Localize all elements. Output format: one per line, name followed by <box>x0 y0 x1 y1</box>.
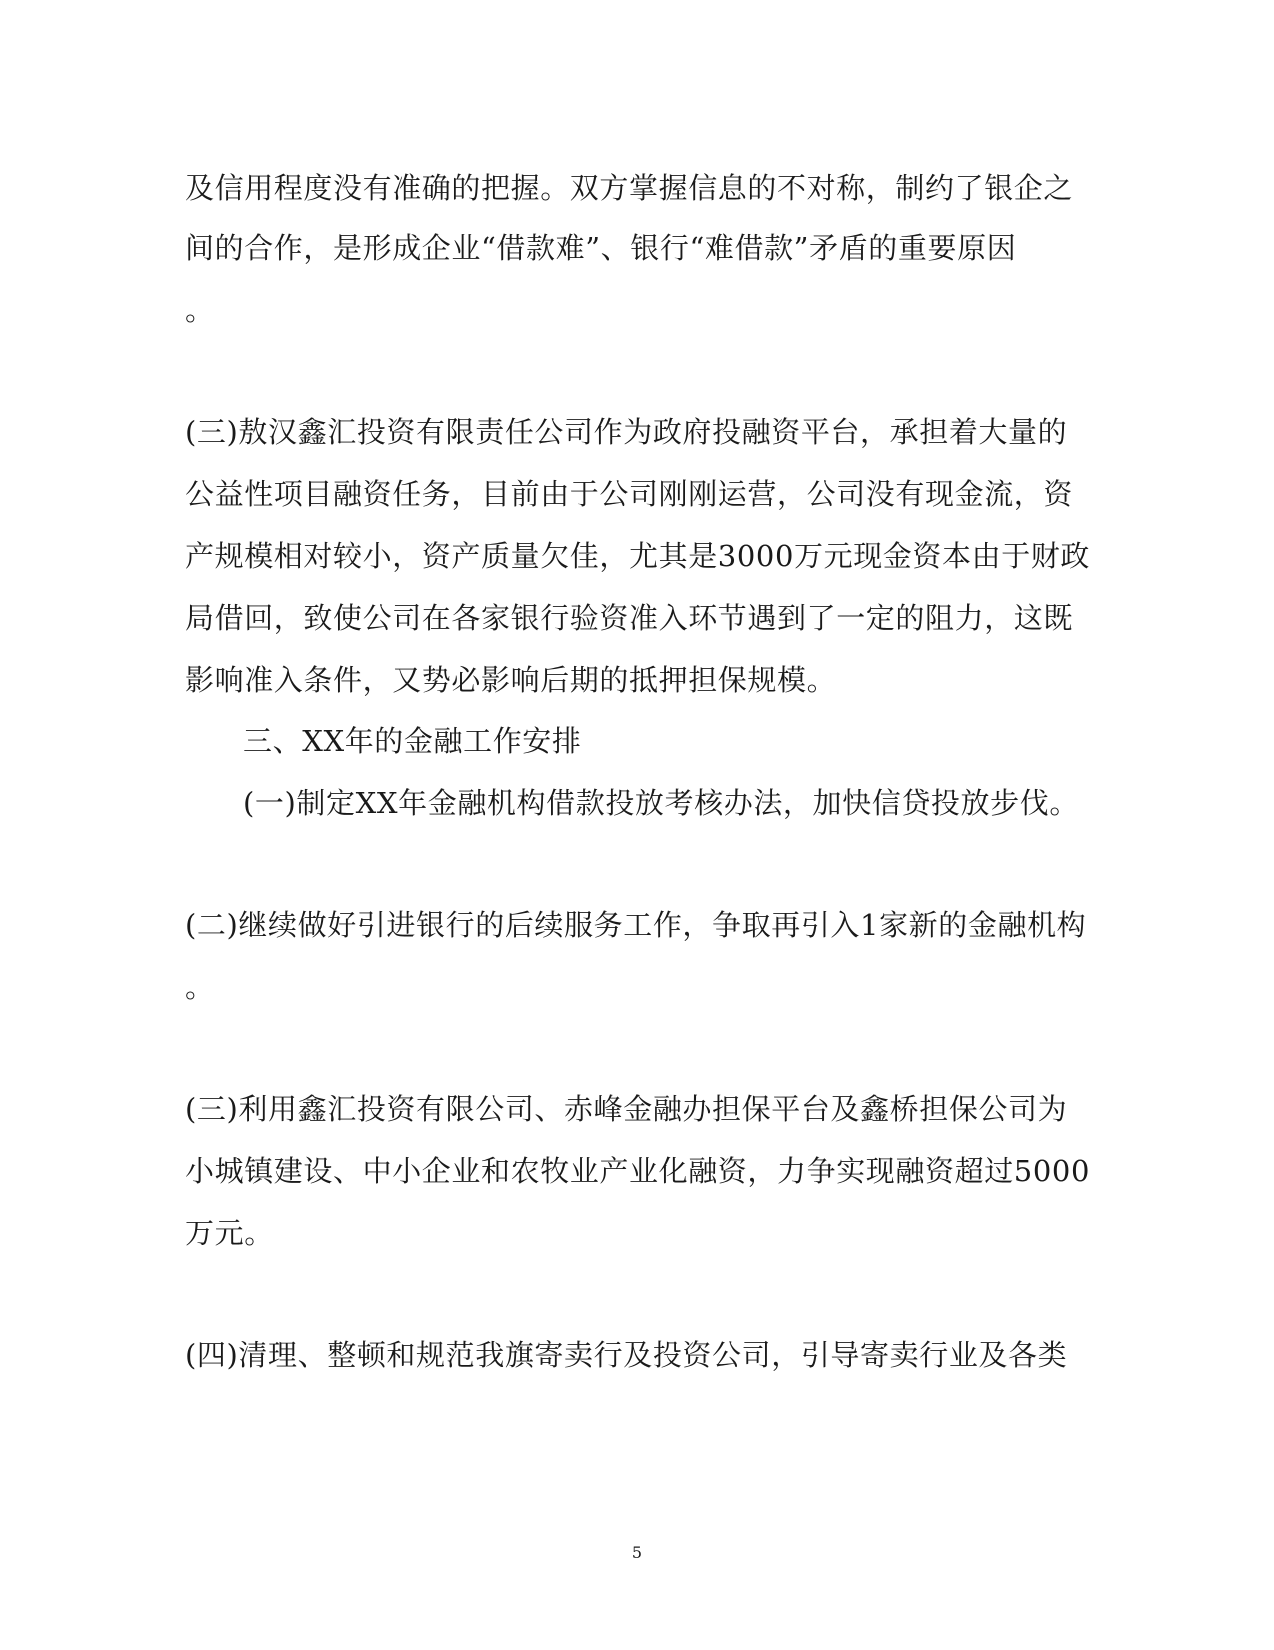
text-line: 间的合作，是形成企业“借款难”、银行“难借款”矛盾的重要原因 <box>185 231 1017 265</box>
paragraph-heading: (四)清理、整顿和规范我旗寄卖行及投资公司，引导寄卖行业及各类 <box>185 1338 1068 1372</box>
text-line: 影响准入条件，又势必影响后期的抵押担保规模。 <box>185 663 837 697</box>
paragraph-heading: (三)利用鑫汇投资有限公司、赤峰金融办担保平台及鑫桥担保公司为 <box>185 1092 1068 1126</box>
text-line: 。 <box>185 293 215 327</box>
text-line: 万元。 <box>185 1216 274 1250</box>
text-line: 产规模相对较小，资产质量欠佳，尤其是3000万元现金资本由于财政 <box>185 539 1091 573</box>
paragraph-heading: (一)制定XX年金融机构借款投放考核办法，加快信贷投放步伐。 <box>243 786 1079 820</box>
page-number: 5 <box>631 1543 643 1562</box>
text-line: 小城镇建设、中小企业和农牧业产业化融资，力争实现融资超过5000 <box>185 1154 1091 1188</box>
paragraph-heading: (二)继续做好引进银行的后续服务工作，争取再引入1家新的金融机构 <box>185 908 1087 942</box>
text-line: 公益性项目融资任务，目前由于公司刚刚运营，公司没有现金流，资 <box>185 477 1074 511</box>
text-line: 。 <box>185 970 215 1004</box>
text-line: 及信用程度没有准确的把握。双方掌握信息的不对称，制约了银企之 <box>185 171 1074 205</box>
text-line: 局借回，致使公司在各家银行验资准入环节遇到了一定的阻力，这既 <box>185 601 1074 635</box>
paragraph-heading: (三)敖汉鑫汇投资有限责任公司作为政府投融资平台，承担着大量的 <box>185 415 1068 449</box>
section-heading: 三、XX年的金融工作安排 <box>243 724 582 758</box>
